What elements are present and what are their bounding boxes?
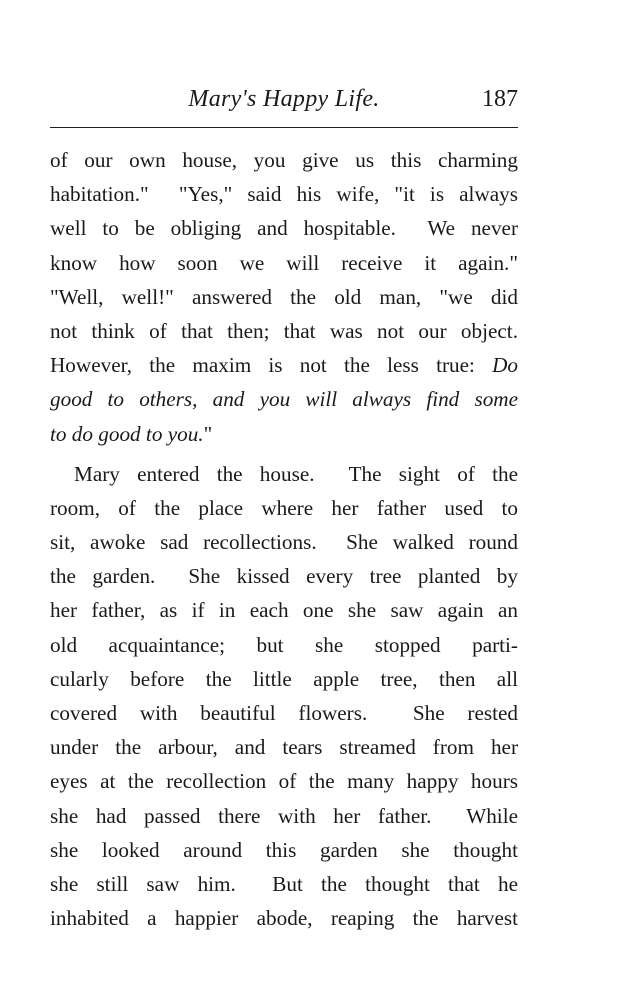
text-run: Mary entered the house. The sight of the [74, 461, 518, 486]
text-run: she still saw him. But the thought that he [50, 871, 518, 896]
text-run: habitation." "Yes," said his wife, "it is always [50, 182, 518, 207]
text-run: well to be obliging and hospitable. We never [50, 216, 518, 241]
text-line [50, 280, 518, 314]
text-run: room, of the place where her father used to [50, 495, 518, 520]
text-run: sit, awoke sad recollections. She walked round [50, 530, 518, 555]
text-run: under the arbour, and tears streamed from her [50, 735, 518, 760]
text-line [50, 764, 518, 798]
text-line [50, 799, 518, 833]
text-run: know how soon we will receive it again." [50, 250, 518, 275]
text-run: old acquaintance; but she stopped parti- [50, 632, 518, 657]
text-line [50, 628, 518, 662]
text-line [50, 314, 518, 348]
running-title: Mary's Happy Life. [188, 86, 380, 112]
text-run: " [203, 421, 213, 446]
header-rule [50, 127, 518, 128]
text-line [50, 382, 518, 416]
text-line [50, 211, 518, 245]
text-line [50, 143, 518, 177]
text-line [50, 417, 518, 451]
text-run: the garden. She kissed every tree planted by [50, 564, 518, 589]
text-run: "Well, well!" answered the old man, "we did [50, 284, 518, 309]
italic-text: to do good to you. [50, 421, 204, 446]
text-line [50, 662, 518, 696]
text-line [50, 246, 518, 280]
text-line [50, 525, 518, 559]
text-line [50, 177, 518, 211]
text-run: she looked around this garden she thought [50, 837, 518, 862]
text-line [50, 348, 518, 382]
italic-text: Do [492, 353, 518, 378]
text-run: However, the maxim is not the less true: [50, 353, 493, 378]
text-line [50, 901, 518, 935]
text-line [50, 457, 518, 491]
text-line [50, 559, 518, 593]
text-line [50, 833, 518, 867]
text-run: not think of that then; that was not our object. [50, 318, 518, 343]
text-run: covered with beautiful flowers. She rested [50, 701, 518, 725]
text-run: her father, as if in each one she saw again an [50, 598, 518, 623]
text-line [50, 730, 518, 764]
text-run: cularly before the little apple tree, then all [50, 666, 518, 691]
text-line [50, 867, 518, 901]
text-run: inhabited a happier abode, reaping the harvest [50, 906, 518, 931]
body-text [50, 143, 518, 935]
page-number: 187 [482, 86, 518, 112]
text-run: she had passed there with her father. While [50, 803, 518, 828]
text-run: eyes at the recollection of the many happy hours [50, 769, 518, 794]
running-head [50, 86, 518, 120]
text-line [50, 491, 518, 525]
text-line [50, 696, 518, 730]
text-line [50, 593, 518, 627]
italic-text: good to others, and you will always find some [50, 387, 518, 412]
text-run: of our own house, you give us this charming [50, 148, 518, 172]
